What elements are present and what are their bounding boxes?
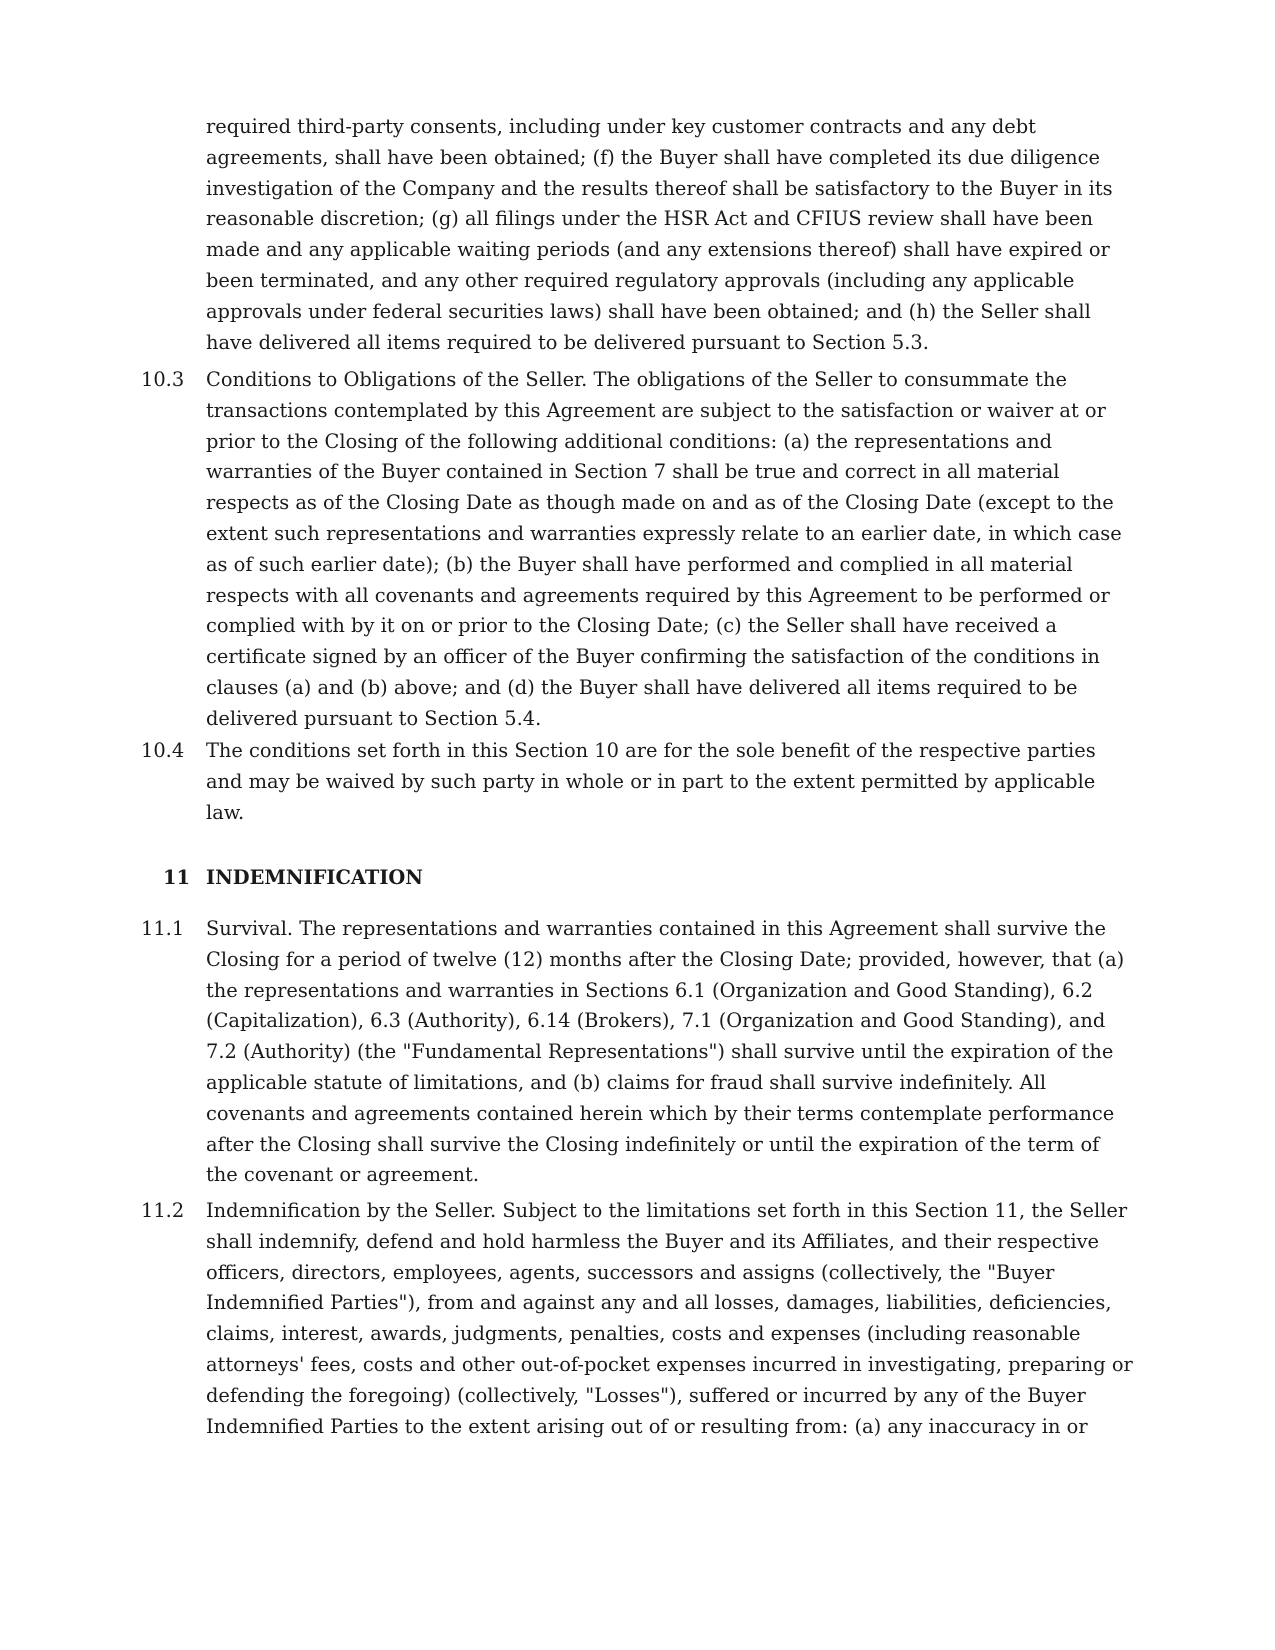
section-number: 11 bbox=[163, 866, 190, 889]
clause-text: Survival. The representations and warranties contained in this Agreement shall survive the Closing for a period of twelve (12) months after the Closing Date; provided, however, that (a) the representations and warranties in Sections 6.1 (Organization and Good Standing), 6.2 (Capitalization), 6.3 (Authority), 6.14 (Brokers), 7.1 (Organization and Good Standing), and 7.2 (Authority) (the "Fundamental Representations") shall survive until the expiration of the applicable statute of limitations, and (b) claims for fraud shall survive indefinitely. All covenants and agreements contained herein which by their terms contemplate performance after the Closing shall survive the Closing indefinitely or until the expiration of the term of the covenant or agreement. bbox=[206, 917, 1125, 1187]
clause-number: 10.3 bbox=[141, 368, 185, 391]
clause-number: 11.1 bbox=[141, 917, 185, 940]
section-title: INDEMNIFICATION bbox=[206, 866, 424, 889]
clause-text: The conditions set forth in this Section 10 are for the sole benefit of the respective parties and may be waived by such party in whole or in part to the extent permitted by applicable law. bbox=[206, 739, 1096, 824]
clause-number: 11.2 bbox=[141, 1199, 185, 1222]
clause-text: Conditions to Obligations of the Seller. The obligations of the Seller to consummate the transactions contemplated by this Agreement are subject to the satisfaction or waiver at or prior to the Closing of the following additional conditions: (a) the representations and warranties of the Buyer contained in Section 7 shall be true and correct in all material respects as of the Closing Date as though made on and as of the Closing Date (except to the extent such representations and warranties expressly relate to an earlier date, in which case as of such earlier date); (b) the Buyer shall have performed and complied in all material respects with all covenants and agreements required by this Agreement to be performed or complied with by it on or prior to the Closing Date; (c) the Seller shall have received a certificate signed by an officer of the Buyer confirming the satisfaction of the conditions in clauses (a) and (b) above; and (d) the Buyer shall have delivered all items required to be delivered pursuant to Section 5.4. bbox=[206, 368, 1122, 730]
section-heading-11 bbox=[141, 863, 1136, 894]
continuation-paragraph: required third-party consents, including under key customer contracts and any debt agreements, shall have been obtained; (f) the Buyer shall have completed its due diligence investigation of the Company and the results thereof shall be satisfactory to the Buyer in its reasonable discretion; (g) all filings under the HSR Act and CFIUS review shall have been made and any applicable waiting periods (and any extensions thereof) shall have expired or been terminated, and any other required regulatory approvals (including any applicable approvals under federal securities laws) shall have been obtained; and (h) the Seller shall have delivered all items required to be delivered pursuant to Section 5.3. bbox=[206, 115, 1113, 354]
clause-11-2 bbox=[141, 1196, 1136, 1442]
clause-number: 10.4 bbox=[141, 739, 185, 762]
clause-text: Indemnification by the Seller. Subject to the limitations set forth in this Section 11, the Seller shall indemnify, defend and hold harmless the Buyer and its Affiliates, and their respective officers, directors, employees, agents, successors and assigns (collectively, the "Buyer Indemnified Parties"), from and against any and all losses, damages, liabilities, deficiencies, claims, interest, awards, judgments, penalties, costs and expenses (including reasonable attorneys' fees, costs and other out-of-pocket expenses incurred in investigating, preparing or defending the foregoing) (collectively, "Losses"), suffered or incurred by any of the Buyer Indemnified Parties to the extent arising out of or resulting from: (a) any inaccuracy in or bbox=[206, 1199, 1133, 1438]
clause-10-4 bbox=[141, 736, 1136, 828]
clause-10-3 bbox=[141, 365, 1136, 735]
clause-11-1 bbox=[141, 914, 1136, 1191]
